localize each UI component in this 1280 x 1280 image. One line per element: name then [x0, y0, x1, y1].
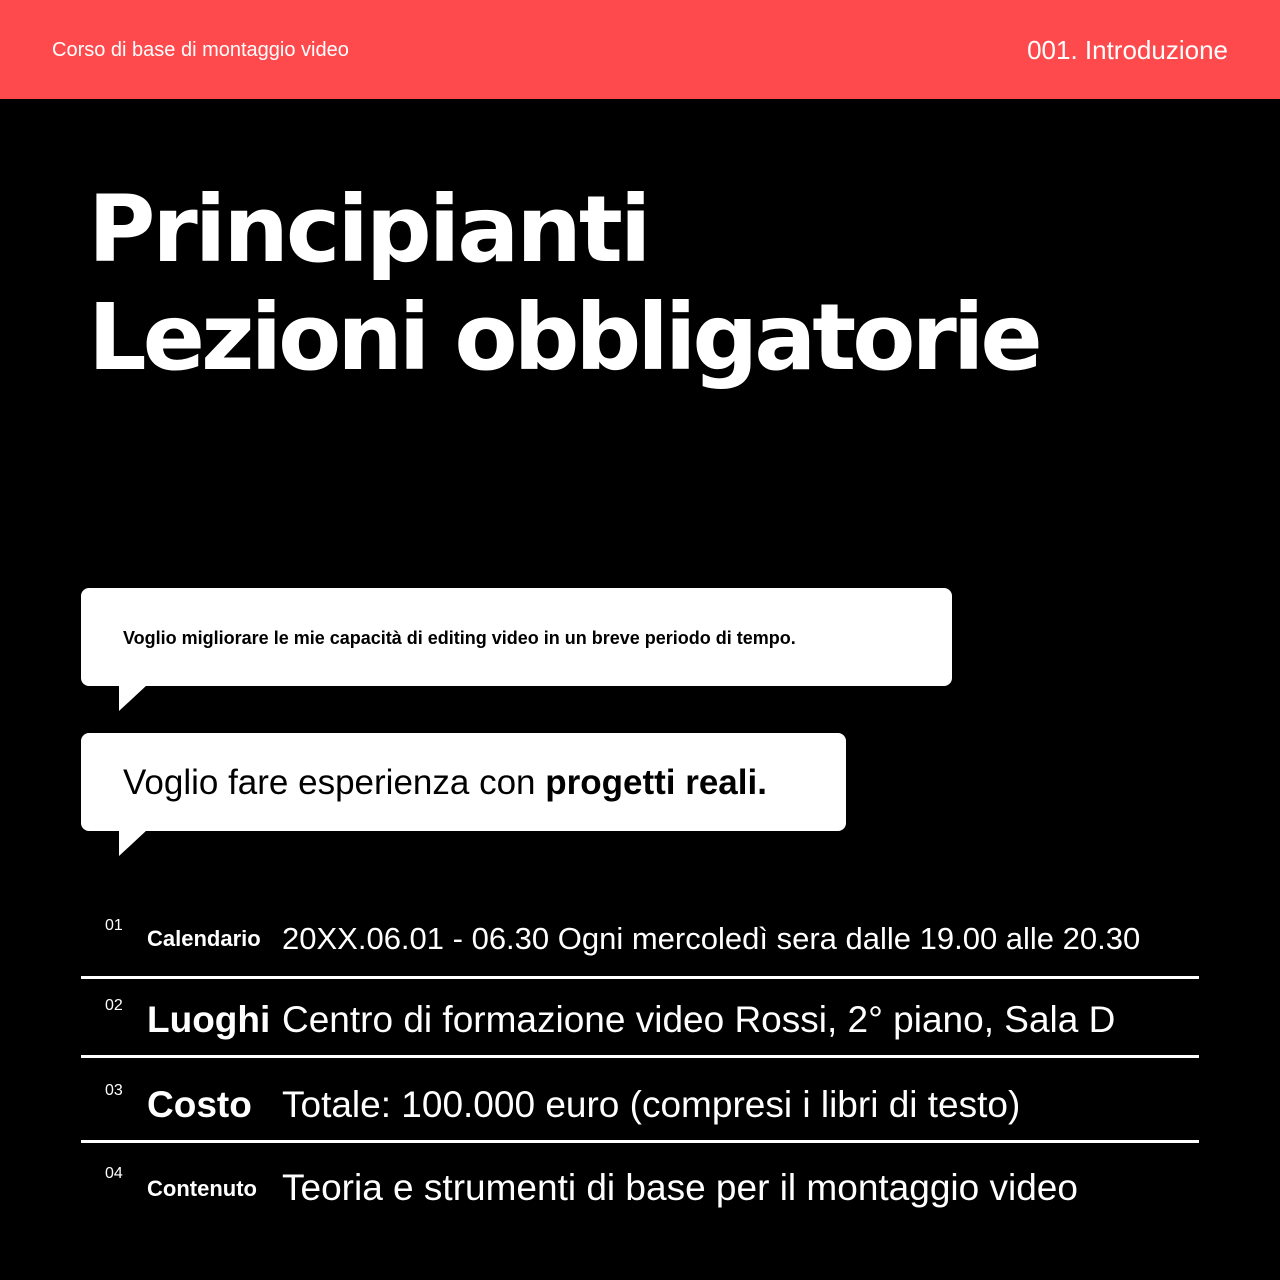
detail-value: Totale: 100.000 euro (compresi i libri di testo)	[282, 1084, 1021, 1125]
detail-label: Calendario	[147, 926, 261, 951]
speech-bubble-2-prefix: Voglio fare esperienza con	[123, 763, 546, 802]
course-title: Corso di base di montaggio video	[52, 39, 349, 61]
speech-bubble-2	[81, 733, 846, 831]
detail-number: 04	[105, 1165, 123, 1182]
divider	[81, 1055, 1199, 1058]
headline-line-2: Lezioni obbligatorie	[88, 284, 1039, 391]
detail-label: Luoghi	[147, 999, 271, 1040]
detail-number: 03	[105, 1082, 123, 1099]
chapter-label: 001. Introduzione	[1027, 35, 1228, 65]
detail-value: Teoria e strumenti di base per il montaggio video	[282, 1167, 1078, 1208]
speech-bubble-tail	[119, 830, 147, 856]
detail-row-schedule	[81, 912, 1199, 972]
detail-label: Costo	[147, 1084, 252, 1125]
speech-bubble-2-text	[123, 762, 767, 804]
speech-bubble-2-emphasis: progetti reali.	[545, 763, 767, 802]
detail-row-content	[81, 1160, 1199, 1220]
detail-number: 02	[105, 997, 123, 1014]
detail-row-cost	[81, 1076, 1199, 1136]
divider	[81, 1140, 1199, 1143]
detail-number: 01	[105, 917, 123, 934]
header-bar	[0, 0, 1280, 99]
detail-row-location	[81, 992, 1199, 1052]
detail-value: 20XX.06.01 - 06.30 Ogni mercoledì sera dalle 19.00 alle 20.30	[282, 921, 1141, 956]
divider	[81, 976, 1199, 979]
speech-bubble-1-text: Voglio migliorare le mie capacità di editing video in un breve periodo di tempo.	[123, 628, 796, 648]
speech-bubble-1	[81, 588, 952, 686]
detail-label: Contenuto	[147, 1176, 257, 1201]
detail-value: Centro di formazione video Rossi, 2° piano, Sala D	[282, 999, 1116, 1040]
speech-bubble-tail	[119, 685, 147, 711]
headline-line-1: Principianti	[88, 176, 649, 283]
